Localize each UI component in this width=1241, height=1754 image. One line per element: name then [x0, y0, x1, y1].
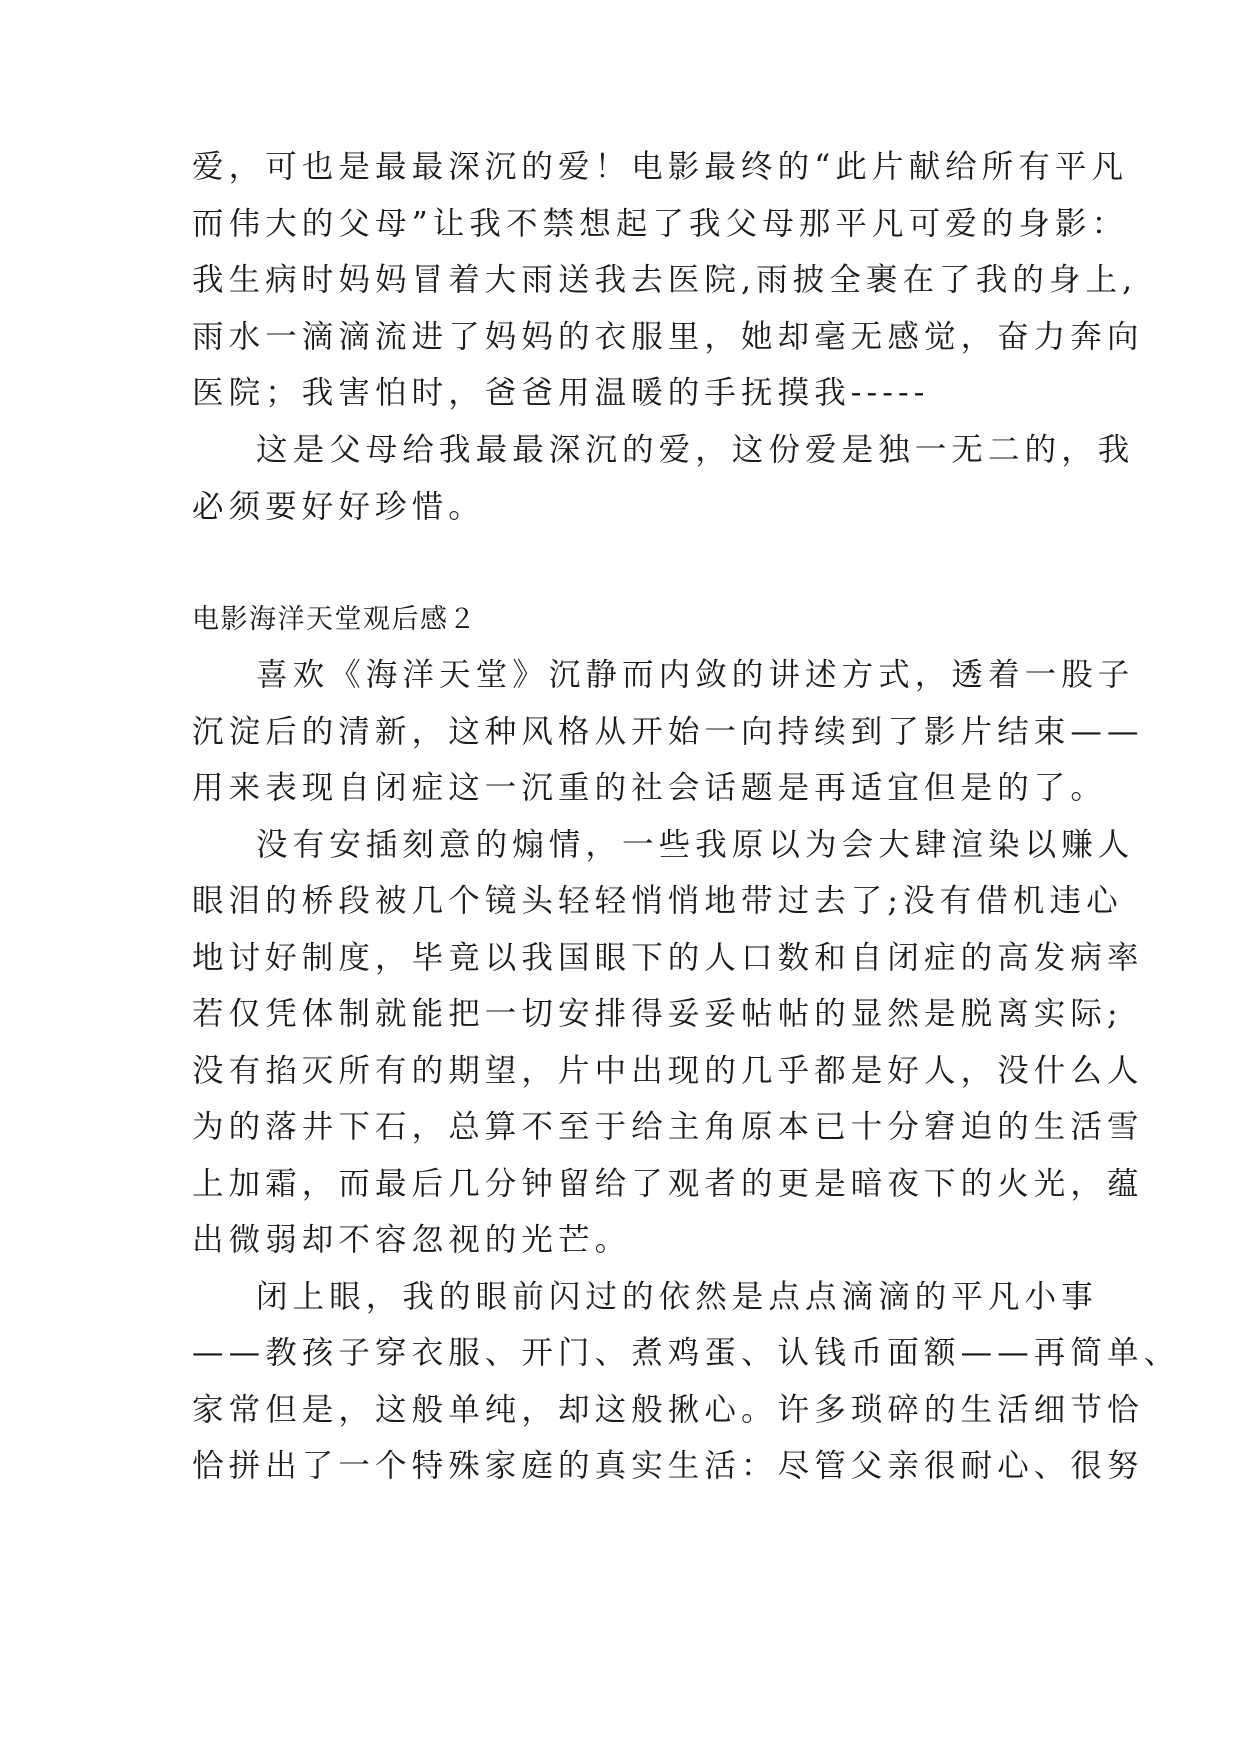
section-heading: 电影海洋天堂观后感２ — [192, 604, 477, 635]
body-text-line: 沉淀后的清新，这种风格从开始一向持续到了影片结束—— — [192, 714, 1144, 750]
body-text-line: 没有掐灭所有的期望，片中出现的几乎都是好人，没什么人 — [192, 1053, 1144, 1089]
body-text-line: 而伟大的父母”让我不禁想起了我父母那平凡可爱的身影： — [192, 206, 1129, 242]
body-text-line: 上加霜，而最后几分钟留给了观者的更是暗夜下的火光，蕴 — [192, 1166, 1144, 1202]
body-text-line: 爱，可也是最最深沉的爱！电影最终的“此片献给所有平凡 — [192, 149, 1129, 185]
body-text-line: 雨水一滴滴流进了妈妈的衣服里，她却毫无感觉，奋力奔向 — [192, 319, 1144, 355]
body-text-line: 这是父母给我最最深沉的爱，这份爱是独一无二的，我 — [256, 432, 1135, 468]
body-text-line: 若仅凭体制就能把一切安排得妥妥帖帖的显然是脱离实际; — [192, 996, 1123, 1032]
body-text-line: 医院；我害怕时，爸爸用温暖的手抚摸我----- — [192, 375, 930, 411]
body-text-line: 喜欢《海洋天堂》沉静而内敛的讲述方式，透着一股子 — [256, 657, 1135, 693]
body-text-line: ——教孩子穿衣服、开门、煮鸡蛋、认钱币面额——再简单、 — [192, 1335, 1181, 1371]
body-text-line: 地讨好制度，毕竟以我国眼下的人口数和自闭症的高发病率 — [192, 940, 1144, 976]
body-text-line: 没有安插刻意的煽情，一些我原以为会大肆渲染以赚人 — [256, 827, 1135, 863]
body-text-line: 用来表现自闭症这一沉重的社会话题是再适宜但是的了。 — [192, 770, 1108, 806]
body-text-line: 家常但是，这般单纯，却这般揪心。许多琐碎的生活细节恰 — [192, 1392, 1144, 1428]
body-text-line: 闭上眼，我的眼前闪过的依然是点点滴滴的平凡小事 — [256, 1279, 1098, 1315]
body-text-line: 为的落井下石，总算不至于给主角原本已十分窘迫的生活雪 — [192, 1109, 1144, 1145]
body-text-line: 出微弱却不容忽视的光芒。 — [192, 1222, 632, 1258]
body-text-line: 恰拼出了一个特殊家庭的真实生活：尽管父亲很耐心、很努 — [192, 1448, 1144, 1484]
body-text-line: 我生病时妈妈冒着大雨送我去医院,雨披全裹在了我的身上, — [192, 262, 1138, 298]
body-text-line: 眼泪的桥段被几个镜头轻轻悄悄地带过去了;没有借机违心 — [192, 883, 1123, 919]
body-text-line: 必须要好好珍惜。 — [192, 489, 485, 525]
